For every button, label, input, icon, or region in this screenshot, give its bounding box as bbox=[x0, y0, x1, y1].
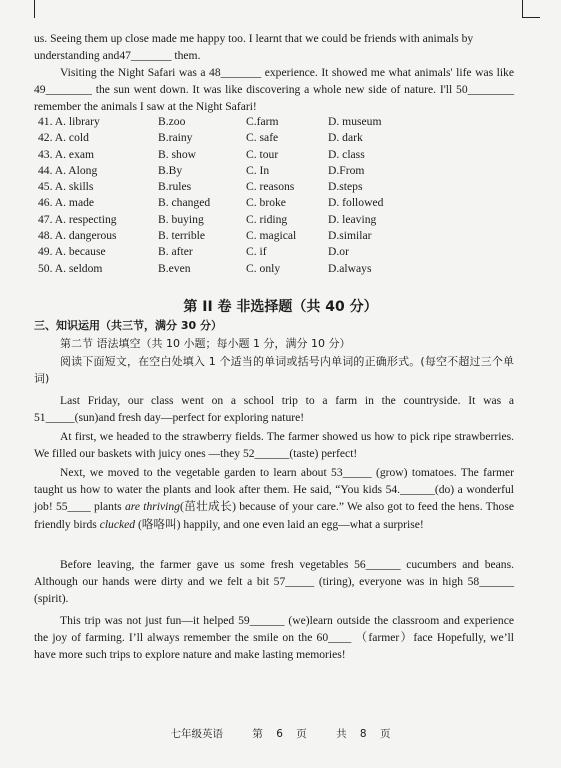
option-b: B. show bbox=[158, 147, 197, 161]
passage-a-line1: us. Seeing them up close made me happy too. I learnt that we could be friends with animals by bbox=[34, 32, 474, 45]
option-row bbox=[38, 163, 498, 179]
instruction: 阅读下面短文，在空白处填入 1 个适当的单词或括号内单词的正确形式。(每空不超过三个单词) bbox=[34, 355, 514, 386]
footer-page: 第 6 页 bbox=[252, 728, 307, 740]
crop-mark-right bbox=[522, 0, 523, 18]
p3-emphasis-2: clucked bbox=[99, 517, 136, 531]
p3-part-c: (咯咯叫) happily, and one even laid an egg—what a surprise! bbox=[135, 517, 424, 531]
option-row bbox=[38, 228, 498, 244]
part2-heading: 第二节 语法填空（共 10 小题；每小题 1 分，满分 10 分） bbox=[60, 337, 351, 350]
option-d: D. class bbox=[328, 147, 365, 161]
option-b: B. changed bbox=[158, 196, 211, 210]
option-c: C. only bbox=[246, 261, 281, 275]
option-d: D. followed bbox=[328, 196, 384, 210]
option-b: B.zoo bbox=[158, 115, 186, 128]
footer-total: 共 8 页 bbox=[336, 728, 391, 740]
passage-a-line2: understanding and47_______ them. bbox=[34, 49, 201, 62]
page-footer bbox=[0, 726, 561, 741]
passage-b-p5: This trip was not just fun—it helped 59______ (we)learn outside the classroom and experience the joy of farming. I’ll always remember the smile on the 60____ （farmer）face Hopefully, we’ll have more such trips to explore nature and make lasting memories! bbox=[34, 614, 514, 662]
section-title: 第 II 卷 非选择题（共 40 分） bbox=[183, 299, 378, 315]
option-b: B.rainy bbox=[158, 131, 193, 145]
option-a: 44. A. Along bbox=[38, 163, 98, 177]
crop-mark-left bbox=[34, 0, 35, 18]
option-a: 41. A. library bbox=[38, 115, 100, 128]
option-row bbox=[38, 195, 498, 211]
passage-b-p3 bbox=[34, 464, 514, 533]
option-d: D.or bbox=[328, 245, 349, 259]
option-c: C. if bbox=[246, 245, 267, 259]
option-c: C. riding bbox=[246, 212, 288, 226]
part3-heading: 三、知识运用（共三节，满分 30 分） bbox=[34, 319, 222, 332]
p3-part-b: (茁壮成长) because of your care.” We also got to feed the hens. Those friendly birds bbox=[34, 500, 514, 531]
option-row bbox=[38, 244, 498, 260]
option-d: D.steps bbox=[328, 180, 363, 194]
option-c: C. safe bbox=[246, 131, 279, 145]
option-d: D.always bbox=[328, 261, 372, 275]
passage-b-p1: Last Friday, our class went on a school trip to a farm in the countryside. It was a 51_____(sun)and fresh day—perfect for exploring nature! bbox=[34, 394, 514, 425]
option-a: 43. A. exam bbox=[38, 147, 95, 161]
footer-subject: 七年级英语 bbox=[170, 728, 224, 740]
option-b: B.even bbox=[158, 261, 191, 275]
option-d: D. leaving bbox=[328, 212, 377, 226]
option-row bbox=[38, 147, 498, 163]
option-c: C. broke bbox=[246, 196, 286, 210]
p3-part-a: Next, we moved to the vegetable garden to learn about 53_____ (grow) tomatoes. The farmer taught us how to water the plants and look after them. He said, “You kids 54.______(do) a wonderful job! 55____ plants bbox=[34, 466, 514, 514]
options-table bbox=[38, 114, 498, 277]
option-a: 47. A. respecting bbox=[38, 212, 117, 226]
passage-a-para2: Visiting the Night Safari was a 48_______ experience. It showed me what animals' life was like 49________ the sun went down. It was like discovering a whole new side of nature. I'll 50________ remember the animals I saw at the Night Safari! bbox=[34, 66, 514, 114]
option-c: C. magical bbox=[246, 229, 297, 243]
option-b: B. after bbox=[158, 245, 193, 259]
passage-b-p4: Before leaving, the farmer gave us some fresh vegetables 56______ cucumbers and beans. Although our hands were dirty and we felt a bit 57_____ (tiring), everyone was in high 58______ (spirit). bbox=[34, 558, 514, 606]
option-c: C. reasons bbox=[246, 180, 295, 194]
option-a: 49. A. because bbox=[38, 245, 106, 259]
option-d: D.similar bbox=[328, 229, 372, 243]
option-a: 48. A. dangerous bbox=[38, 229, 117, 243]
option-c: C. In bbox=[246, 163, 270, 177]
option-a: 45. A. skills bbox=[38, 180, 94, 194]
option-row bbox=[38, 114, 498, 130]
option-c: C.farm bbox=[246, 115, 279, 128]
option-b: B.By bbox=[158, 163, 183, 177]
option-b: B. terrible bbox=[158, 229, 206, 243]
option-row bbox=[38, 179, 498, 195]
option-d: D. museum bbox=[328, 115, 382, 128]
option-a: 50. A. seldom bbox=[38, 261, 103, 275]
option-a: 46. A. made bbox=[38, 196, 95, 210]
option-row bbox=[38, 261, 498, 277]
passage-b-p2: At first, we headed to the strawberry fields. The farmer showed us how to pick ripe strawberries. We filled our baskets with juicy ones —they 52______(taste) perfect! bbox=[34, 430, 514, 461]
option-c: C. tour bbox=[246, 147, 279, 161]
option-d: D. dark bbox=[328, 131, 363, 145]
option-b: B. buying bbox=[158, 212, 204, 226]
option-d: D.From bbox=[328, 163, 365, 177]
p3-emphasis: are thriving bbox=[124, 500, 180, 514]
crop-mark-right-h bbox=[522, 17, 540, 18]
option-row bbox=[38, 212, 498, 228]
option-a: 42. A. cold bbox=[38, 131, 89, 145]
option-row bbox=[38, 130, 498, 146]
option-b: B.rules bbox=[158, 180, 192, 194]
